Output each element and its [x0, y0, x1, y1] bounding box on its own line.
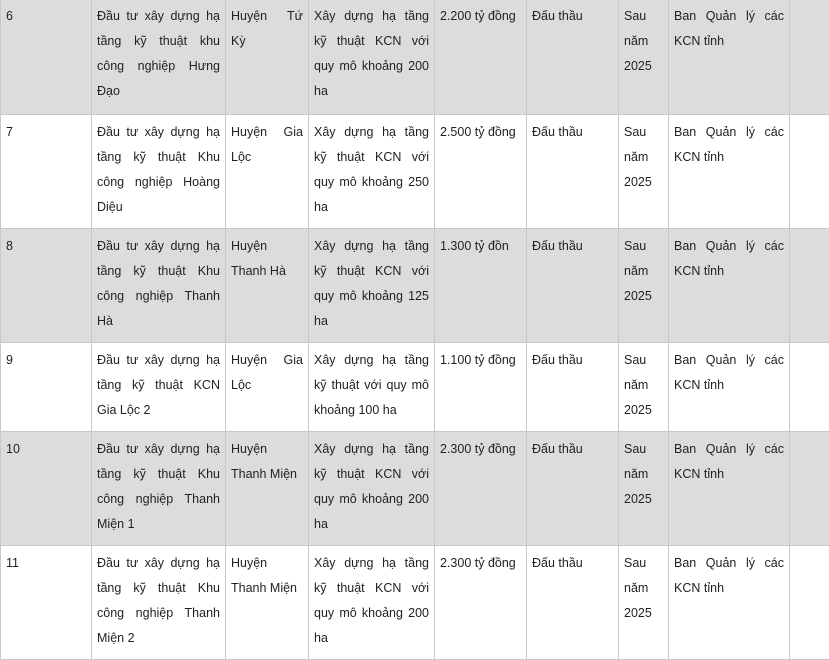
scale-cell: Xây dựng hạ tầng kỹ thuật KCN với quy mô khoảng 200 ha — [309, 0, 435, 115]
project-name-cell: Đầu tư xây dựng hạ tầng kỹ thuật Khu công nghiệp Hoàng Diệu — [92, 115, 226, 229]
scale-cell: Xây dựng hạ tầng kỹ thuật KCN với quy mô khoảng 125 ha — [309, 229, 435, 343]
empty-cell — [790, 0, 829, 115]
scale-cell: Xây dựng hạ tầng kỹ thuật KCN với quy mô khoảng 200 ha — [309, 546, 435, 660]
table-row — [1, 0, 829, 115]
capital-cell: 2.500 tỷ đồng — [435, 115, 527, 229]
stt-cell: 10 — [1, 432, 92, 546]
project-name-cell: Đầu tư xây dựng hạ tầng kỹ thuật Khu công nghiệp Thanh Hà — [92, 229, 226, 343]
stt-cell: 9 — [1, 343, 92, 432]
agency-cell: Ban Quản lý các KCN tỉnh — [669, 229, 790, 343]
form-cell: Đấu thầu — [527, 229, 619, 343]
time-cell: Sau năm 2025 — [619, 343, 669, 432]
form-cell: Đấu thầu — [527, 0, 619, 115]
empty-cell — [790, 343, 829, 432]
location-cell: Huyện Thanh Miện — [226, 546, 309, 660]
agency-cell: Ban Quản lý các KCN tỉnh — [669, 432, 790, 546]
empty-cell — [790, 115, 829, 229]
time-cell: Sau năm 2025 — [619, 432, 669, 546]
form-cell: Đấu thầu — [527, 546, 619, 660]
table-row — [1, 115, 829, 229]
location-cell: Huyện Thanh Hà — [226, 229, 309, 343]
time-cell: Sau năm 2025 — [619, 0, 669, 115]
scale-cell: Xây dựng hạ tầng kỹ thuật KCN với quy mô khoảng 250 ha — [309, 115, 435, 229]
scale-cell: Xây dựng hạ tầng kỹ thuật KCN với quy mô khoảng 200 ha — [309, 432, 435, 546]
form-cell: Đấu thầu — [527, 432, 619, 546]
location-cell: Huyện Tứ Kỳ — [226, 0, 309, 115]
agency-cell: Ban Quản lý các KCN tỉnh — [669, 343, 790, 432]
project-name-cell: Đầu tư xây dựng hạ tầng kỹ thuật khu công nghiệp Hưng Đạo — [92, 0, 226, 115]
empty-cell — [790, 546, 829, 660]
form-cell: Đấu thầu — [527, 343, 619, 432]
location-cell: Huyện Thanh Miện — [226, 432, 309, 546]
agency-cell: Ban Quản lý các KCN tỉnh — [669, 115, 790, 229]
time-cell: Sau năm 2025 — [619, 115, 669, 229]
capital-cell: 2.200 tỷ đồng — [435, 0, 527, 115]
stt-cell: 8 — [1, 229, 92, 343]
table-row — [1, 343, 829, 432]
project-name-cell: Đầu tư xây dựng hạ tầng kỹ thuật KCN Gia Lộc 2 — [92, 343, 226, 432]
location-cell: Huyện Gia Lộc — [226, 343, 309, 432]
table-row — [1, 546, 829, 660]
project-name-cell: Đầu tư xây dựng hạ tầng kỹ thuật Khu công nghiệp Thanh Miện 2 — [92, 546, 226, 660]
table-row — [1, 229, 829, 343]
table-row — [1, 432, 829, 546]
agency-cell: Ban Quản lý các KCN tỉnh — [669, 0, 790, 115]
form-cell: Đấu thầu — [527, 115, 619, 229]
capital-cell: 1.300 tỷ đồn — [435, 229, 527, 343]
capital-cell: 2.300 tỷ đồng — [435, 432, 527, 546]
stt-cell: 11 — [1, 546, 92, 660]
capital-cell: 1.100 tỷ đồng — [435, 343, 527, 432]
capital-cell: 2.300 tỷ đồng — [435, 546, 527, 660]
scale-cell: Xây dựng hạ tầng kỹ thuật với quy mô khoảng 100 ha — [309, 343, 435, 432]
empty-cell — [790, 229, 829, 343]
empty-cell — [790, 432, 829, 546]
project-name-cell: Đầu tư xây dựng hạ tầng kỹ thuật Khu công nghiệp Thanh Miện 1 — [92, 432, 226, 546]
location-cell: Huyện Gia Lộc — [226, 115, 309, 229]
time-cell: Sau năm 2025 — [619, 546, 669, 660]
time-cell: Sau năm 2025 — [619, 229, 669, 343]
agency-cell: Ban Quản lý các KCN tỉnh — [669, 546, 790, 660]
stt-cell: 6 — [1, 0, 92, 115]
stt-cell: 7 — [1, 115, 92, 229]
